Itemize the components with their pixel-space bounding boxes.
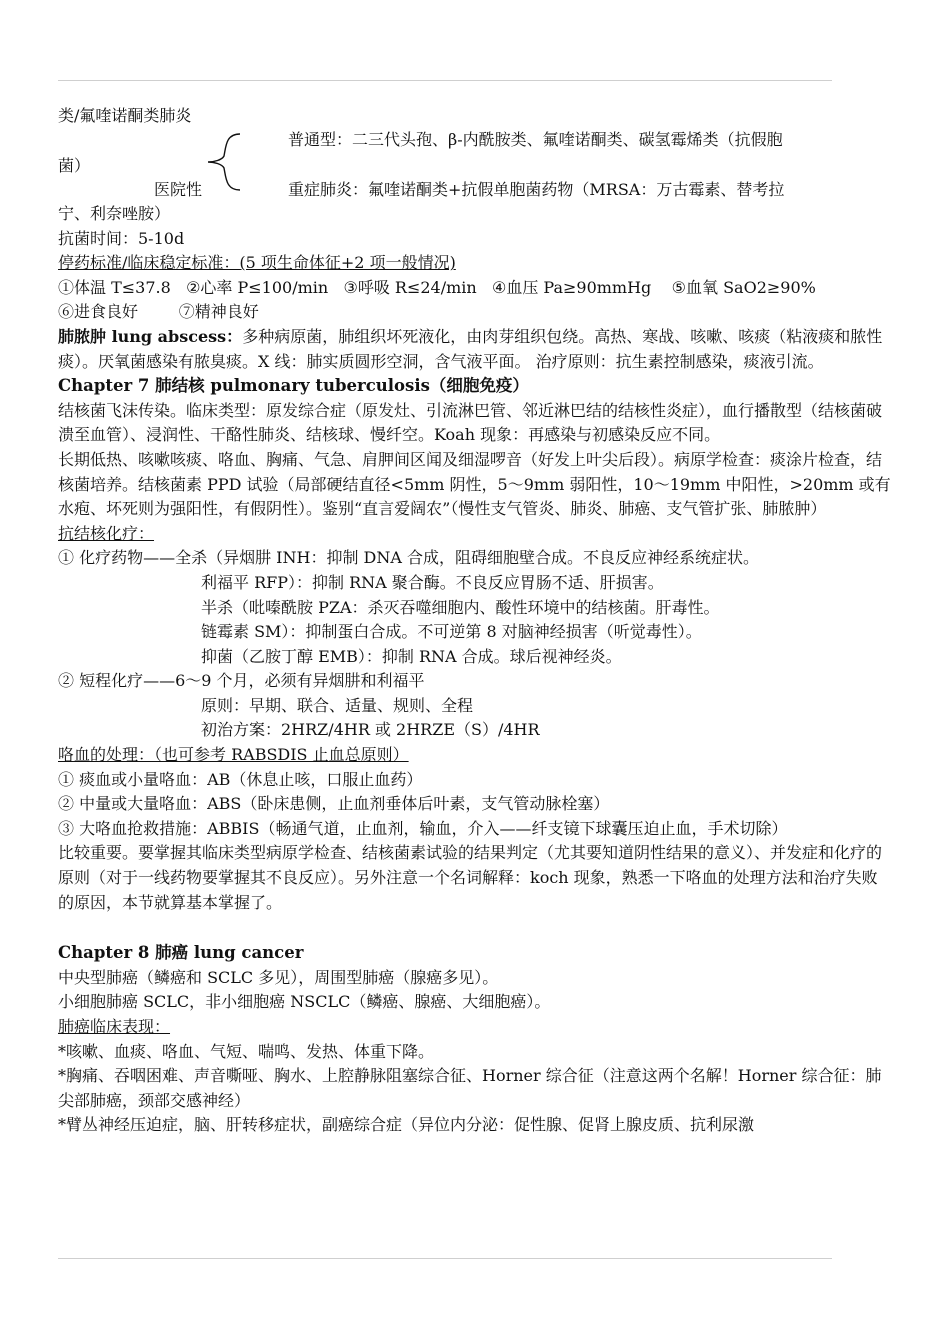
chapter-title: Chapter 7 肺结核 pulmonary tuberculosis（细胞免疫）	[58, 376, 529, 396]
criterion: ④血压 Pa≥90mmHg	[491, 277, 652, 297]
text-line: 宁、利奈唑胺）	[58, 204, 171, 223]
list-subitem: 利福平 RFP）：抑制 RNA 聚合酶。不良反应胃肠不适、肝损害。	[201, 572, 664, 592]
list-subitem: 抑菌（乙胺丁醇 EMB）：抑制 RNA 合成。球后视神经炎。	[201, 646, 622, 666]
criteria-row	[58, 300, 892, 325]
paragraph: 抗菌时间：5-10d	[58, 228, 185, 248]
section-heading: 抗结核化疗：	[58, 523, 155, 543]
text-line: 普通型：二三代头孢、β-内酰胺类、氟喹诺酮类、碳氢霉烯类（抗假胞	[288, 130, 783, 149]
paragraph: 中央型肺癌（鳞癌和 SCLC 多见），周围型肺癌（腺癌多见）。	[58, 967, 499, 987]
footer-rule	[58, 1258, 832, 1259]
list-item: ③ 大咯血抢救措施：ABBIS（畅通气道，止血剂，输血，介入——纤支镜下球囊压迫止血，手术切除）	[58, 818, 788, 838]
list-subitem: 链霉素 SM）：抑制蛋白合成。不可逆第 8 对脑神经损害（听觉毒性）。	[201, 622, 702, 642]
section-heading: 肺癌临床表现：	[58, 1017, 171, 1036]
section-heading: 咯血的处理：（也可参考 RABSDIS 止血总原则）	[58, 745, 409, 765]
brace-icon	[204, 132, 244, 192]
criterion: ③呼吸 R≤24/min	[343, 277, 477, 297]
paragraph: 结核菌飞沫传染。临床类型：原发综合症（原发灶、引流淋巴管、邻近淋巴结的结核性炎症），血行播散型（结核菌破溃至血管）、浸润性、干酪性肺炎、结核球、慢纤空。Koah 现象：再感染与初感染反应不同。	[58, 400, 883, 445]
list-subitem: 初治方案：2HRZ/4HR 或 2HRZE（S）/4HR	[201, 720, 540, 740]
text-line: 类/氟喹诺酮类肺炎	[58, 106, 192, 125]
term-text: 多种病原菌，肺组织坏死液化，由肉芽组织包绕。高热、寒战、咳嗽、咳痰（粘液痰和脓性痰）。厌氧菌感染有脓臭痰。X 线：肺实质圆形空洞，含气液平面。 治疗原则：抗生素控制感染，痰液引流。	[58, 326, 883, 371]
criterion: ⑤血氧 SaO2≥90%	[671, 277, 816, 297]
criterion: ①体温 T≤37.8	[58, 277, 171, 297]
paragraph: 比较重要。要掌握其临床类型病原学检查、结核菌素试验的结果判定（尤其要知道阴性结果的意义）、并发症和化疗的原则（对于一线药物要掌握其不良反应）。另外注意一个名词解释：koch 现象，熟悉一下咯血的处理方法和治疗失败的原因，本节就算基本掌握了。	[58, 843, 883, 912]
list-subitem: 半杀（吡嗪酰胺 PZA：杀灭吞噬细胞内、酸性环境中的结核菌。肝毒性。	[201, 597, 720, 617]
text-line: 菌）	[58, 156, 91, 175]
text-line: 重症肺炎：氟喹诺酮类+抗假单胞菌药物（MRSA：万古霉素、替考拉	[288, 180, 785, 199]
text-line: 医院性	[154, 180, 203, 199]
list-item: *臂丛神经压迫症，脑、肝转移症状，副癌综合症（异位内分泌：促性腺、促肾上腺皮质、抗利尿激	[58, 1115, 755, 1135]
list-item: ① 化疗药物——全杀（异烟肼 INH：抑制 DNA 合成，阻碍细胞壁合成。不良反应神经系统症状。	[58, 548, 760, 568]
paragraph: 长期低热、咳嗽咳痰、咯血、胸痛、气急、肩胛间区闻及细湿啰音（好发上叶尖后段）。病原学检查：痰涂片检查，结核菌培养。结核菌素 PPD 试验（局部硬结直径<5mm 阴性，5～9mm 弱阳性，10～19mm 中阳性，>20mm 或有水疱、坏死则为强阳性，有假阴性）。鉴别“直言爱阔农”（慢性支气管炎、肺炎、肺癌、支气管扩张、肺脓肿）	[58, 449, 891, 519]
criterion: ②心率 P≤100/min	[186, 277, 329, 297]
list-item: ② 中量或大量咯血：ABS（卧床患侧，止血剂垂体后叶素，支气管动脉栓塞）	[58, 794, 610, 814]
document-page	[58, 104, 892, 1138]
section-heading: 停药标准/临床稳定标准：(5 项生命体征+2 项一般情况)	[58, 253, 456, 273]
criterion: ⑦精神良好	[178, 302, 259, 322]
list-item: *咳嗽、血痰、咯血、气短、喘鸣、发热、体重下降。	[58, 1041, 435, 1061]
paragraph	[58, 325, 892, 374]
chapter-title: Chapter 8 肺癌 lung cancer	[58, 943, 304, 963]
list-item: ② 短程化疗——6～9 个月，必须有异烟肼和利福平	[58, 671, 425, 691]
list-item: ① 痰血或小量咯血：AB（休息止咳，口服止血药）	[58, 769, 423, 789]
list-item: *胸痛、吞咽困难、声音嘶哑、胸水、上腔静脉阻塞综合征、Horner 综合征（注意这两个名解！Horner 综合征：肺尖部肺癌，颈部交感神经）	[58, 1066, 882, 1110]
list-subitem: 原则：早期、联合、适量、规则、全程	[201, 695, 474, 715]
header-rule	[58, 80, 832, 81]
criteria-row	[58, 276, 892, 301]
paragraph: 小细胞肺癌 SCLC，非小细胞癌 NSCLC（鳞癌、腺癌、大细胞癌）。	[58, 992, 551, 1012]
hospital-pneumonia-block	[58, 104, 892, 202]
term-label: 肺脓肿 lung abscess：	[58, 326, 243, 346]
criterion: ⑥进食良好	[58, 302, 139, 322]
